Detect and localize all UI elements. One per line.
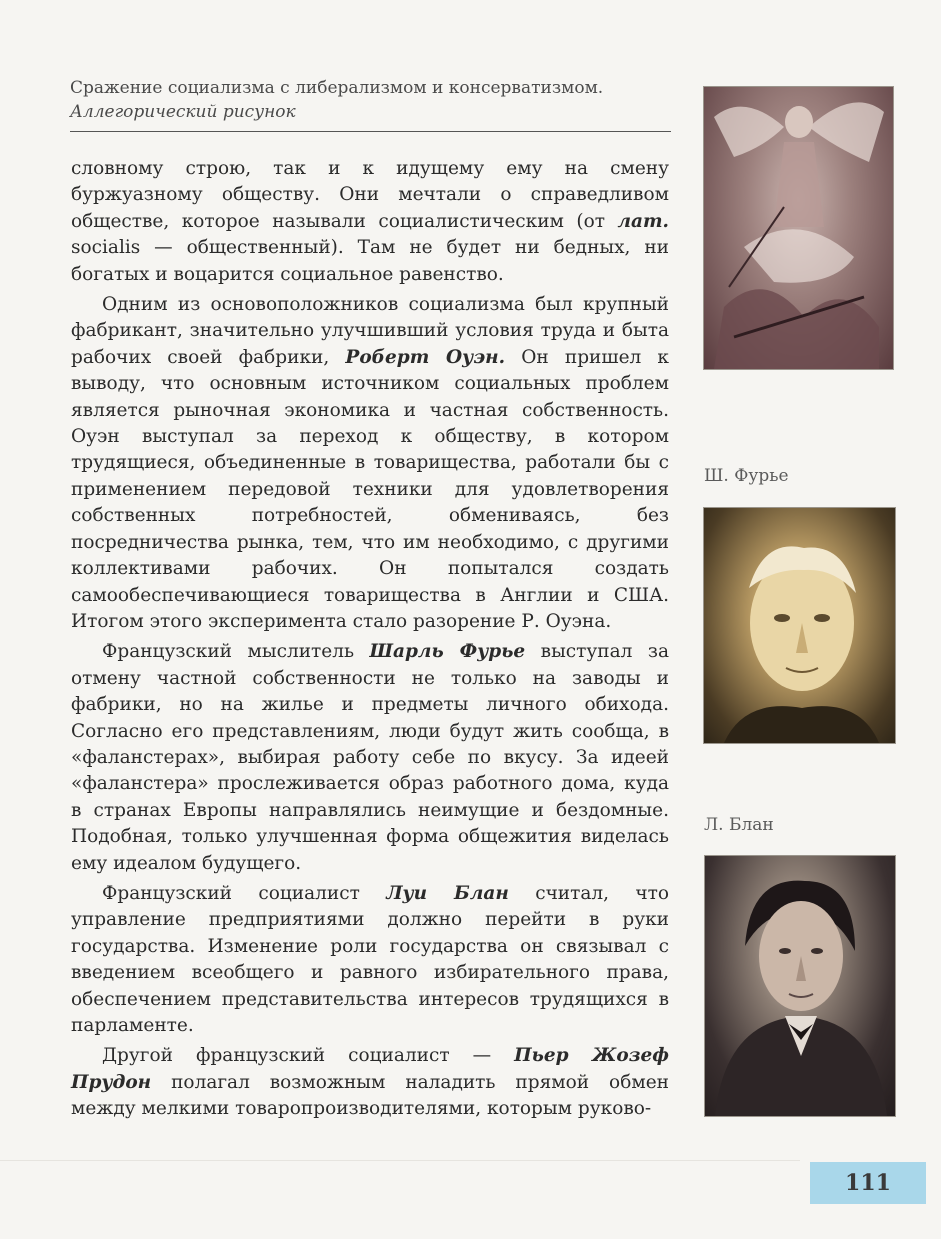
text-run: полагал возможным наладить прямой обмен между мелкими товаропроизводителями, которым руково- [71, 1071, 669, 1120]
paragraph [71, 1043, 669, 1122]
text-run: выступал за отмену частной собственности не только на заводы и фабрики, но на жилье и предметы личного обихода. Согласно его представлениям, люди будут жить сообща, в «фаланстерах», выбирая работу себе по вкусу. За идеей «фаланстера» прослеживается образ работного дома, куда в странах Европы направлялись неимущие и бездомные. Подобная, только улучшенная форма общежития виделась ему идеалом будущего. [71, 641, 669, 874]
fourier-portrait [704, 508, 895, 743]
paragraph [71, 881, 669, 1039]
emphasized-term: Роберт Оуэн. [345, 346, 506, 368]
text-run: Одним из основоположников социализма был крупный фабрикант, значительно улучшивший условия труда и быта рабочих своей фабрики, [71, 294, 669, 368]
text-run: socialis — общественный). Там не будет ни бедных, ни богатых и воцарится социальное равенство. [71, 237, 669, 285]
text-run: Другой французский социалист — [102, 1045, 515, 1067]
fourier-portrait-image [703, 507, 896, 744]
page-number: 111 [810, 1162, 926, 1204]
emphasized-term: Шарль Фурье [369, 641, 526, 663]
caption-divider [70, 131, 671, 132]
emphasized-term: Луи Блан [386, 882, 509, 904]
body-text [71, 156, 669, 1123]
blanc-portrait-image [704, 855, 896, 1117]
text-run: Он пришел к выводу, что основным источником социальных проблем является рыночная экономика и частная собственность. Оуэн выступал за переход к обществу, в котором трудящиеся, объединенные в товарищества, работали бы с применением передовой техники для удовлетворения собственных потребностей, обмениваясь, без посредничества рынка, тем, что им необходимо, с другими коллективами рабочих. Он попытался создать самообеспечивающиеся товарищества в Англии и США. Итогом этого эксперимента стало разорение Р. Оуэна. [71, 346, 669, 632]
emphasized-term: лат. [617, 210, 669, 232]
paragraph [71, 639, 669, 877]
text-run: считал, что управление предприятиями должно перейти в руки государства. Изменение роли государства он связывал с введением всеобщего и равного избирательного права, обеспечением представительства интересов трудящихся в парламенте. [71, 882, 670, 1036]
footer-divider [0, 1160, 800, 1161]
caption-line-2: Аллегорический рисунок [70, 102, 296, 122]
emphasized-term: Пьер Жозеф Прудон [71, 1045, 669, 1093]
caption-line-1: Сражение социализма с либерализмом и консерватизмом. [70, 78, 604, 98]
text-run: Французский мыслитель [102, 641, 370, 663]
fourier-caption: Ш. Фурье [704, 466, 789, 486]
text-run: словному строю, так и к идущему ему на смену буржуазному обществу. Они мечтали о справедливом обществе, которое называли социалистическим (от [71, 158, 669, 232]
text-run: Французский социалист [102, 882, 387, 904]
blanc-caption: Л. Блан [704, 815, 774, 835]
blanc-portrait [705, 856, 895, 1116]
figure-caption [70, 76, 670, 124]
allegory-illustration [704, 87, 893, 369]
paragraph [71, 156, 669, 288]
allegorical-drawing-image [703, 86, 894, 370]
paragraph [71, 292, 669, 635]
